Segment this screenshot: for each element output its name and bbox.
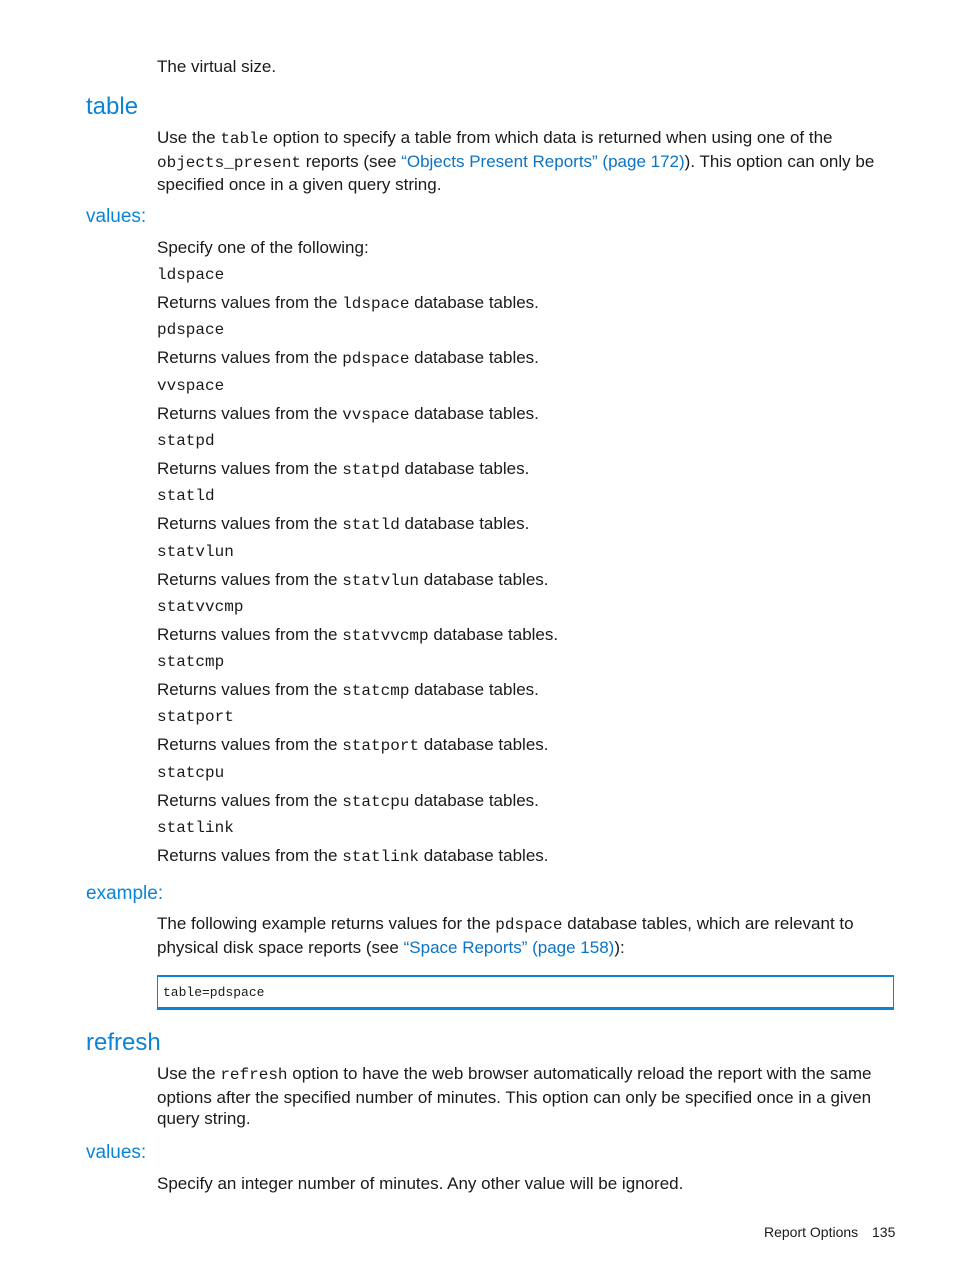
- code-refresh: refresh: [220, 1066, 288, 1084]
- value-item-description: [157, 790, 539, 813]
- value-item-inline-code: statlink: [342, 848, 420, 866]
- value-item-code: ldspace: [157, 266, 225, 284]
- text: reports (see: [301, 151, 402, 171]
- example-code-block: [157, 975, 894, 1010]
- heading-table: table: [86, 93, 139, 120]
- value-item-code: statvvcmp: [157, 597, 244, 616]
- text: option to specify a table from which data is returned when using one of the: [268, 128, 833, 147]
- value-item-code: statld: [157, 487, 215, 506]
- example-code: table=pdspace: [163, 985, 265, 1000]
- table-description: [157, 127, 902, 196]
- text: ):: [614, 937, 625, 957]
- text: Returns values from the: [157, 846, 343, 865]
- value-item-inline-code: ldspace: [342, 295, 410, 313]
- value-item-description: [157, 624, 558, 647]
- value-item-inline-code: statvlun: [342, 571, 420, 590]
- text: Returns values from the: [157, 569, 343, 589]
- text: ). This option can only be specified once in a given query string.: [157, 151, 875, 194]
- value-item-inline-code: statcmp: [342, 682, 410, 701]
- value-item-code: statvlun: [157, 542, 234, 561]
- value-item-inline-code: statport: [342, 737, 420, 756]
- value-item-inline-code: statld: [342, 516, 400, 535]
- text: Returns values from the: [157, 293, 343, 312]
- text: database tables.: [409, 403, 539, 423]
- example-heading: example:: [86, 883, 164, 904]
- text: Returns values from the: [157, 790, 343, 810]
- text: Returns values from the: [157, 458, 343, 478]
- text: Use the: [157, 1064, 221, 1083]
- code-pdspace: pdspace: [495, 916, 563, 934]
- value-item-description: [157, 679, 539, 702]
- value-item-code: vvspace: [157, 376, 225, 395]
- text: Returns values from the: [157, 680, 343, 700]
- text: database tables.: [399, 514, 530, 534]
- value-item-code: pdspace: [157, 321, 225, 340]
- objects-present-link[interactable]: “Objects Present Reports” (page 172): [401, 151, 685, 171]
- value-item-inline-code: statpd: [342, 460, 400, 479]
- text: option to have the web browser automatically reload the report with the same options after the specified number of minutes. This option can only be specified once in a given query string.: [157, 1064, 872, 1128]
- text: database tables.: [419, 846, 549, 865]
- text: Returns values from the: [157, 403, 343, 423]
- value-item-description: [157, 569, 549, 592]
- text: Returns values from the: [157, 624, 343, 644]
- text: Use the: [157, 128, 221, 147]
- value-item-inline-code: vvspace: [342, 405, 410, 424]
- refresh-values-text: Specify an integer number of minutes. Any other value will be ignored.: [157, 1174, 684, 1193]
- refresh-description: [157, 1063, 902, 1130]
- space-reports-link[interactable]: “Space Reports” (page 158): [403, 937, 615, 957]
- value-item-inline-code: statcpu: [342, 792, 410, 811]
- text: database tables.: [419, 569, 549, 589]
- text: Returns values from the: [157, 514, 343, 534]
- heading-refresh: refresh: [86, 1029, 161, 1056]
- text: database tables.: [409, 293, 539, 312]
- footer-section-name: Report Options: [764, 1224, 859, 1240]
- value-item-code: statpd: [157, 431, 215, 450]
- value-item-description: [157, 513, 529, 536]
- value-item-description: [157, 734, 549, 757]
- text: Returns values from the: [157, 735, 343, 755]
- code-table: table: [220, 130, 269, 148]
- value-item-description: [157, 458, 529, 481]
- code-objects-present: objects_present: [157, 153, 302, 172]
- value-item-description: [157, 845, 549, 868]
- values-intro: Specify one of the following:: [157, 238, 369, 257]
- value-item-code: statport: [157, 708, 234, 727]
- footer-page-number: 135: [872, 1224, 896, 1240]
- value-item-inline-code: statvvcmp: [342, 626, 429, 645]
- values-heading: values:: [86, 206, 147, 227]
- text: database tables.: [399, 458, 530, 478]
- text: Returns values from the: [157, 348, 343, 368]
- value-item-description: [157, 347, 539, 370]
- value-item-inline-code: pdspace: [342, 350, 410, 369]
- text: database tables, which are relevant to physical disk space reports (see: [157, 914, 854, 957]
- value-item-description: [157, 292, 539, 315]
- refresh-values-heading: values:: [86, 1142, 147, 1163]
- value-item-description: [157, 403, 539, 426]
- intro-text: The virtual size.: [157, 57, 277, 76]
- value-item-code: statcpu: [157, 763, 225, 782]
- text: database tables.: [409, 680, 539, 700]
- example-description: [157, 913, 902, 958]
- value-item-code: statlink: [157, 819, 234, 837]
- text: The following example returns values for the: [157, 914, 496, 933]
- text: database tables.: [419, 735, 549, 755]
- text: database tables.: [409, 348, 539, 368]
- text: database tables.: [428, 624, 559, 644]
- text: database tables.: [409, 790, 539, 810]
- value-item-code: statcmp: [157, 653, 225, 672]
